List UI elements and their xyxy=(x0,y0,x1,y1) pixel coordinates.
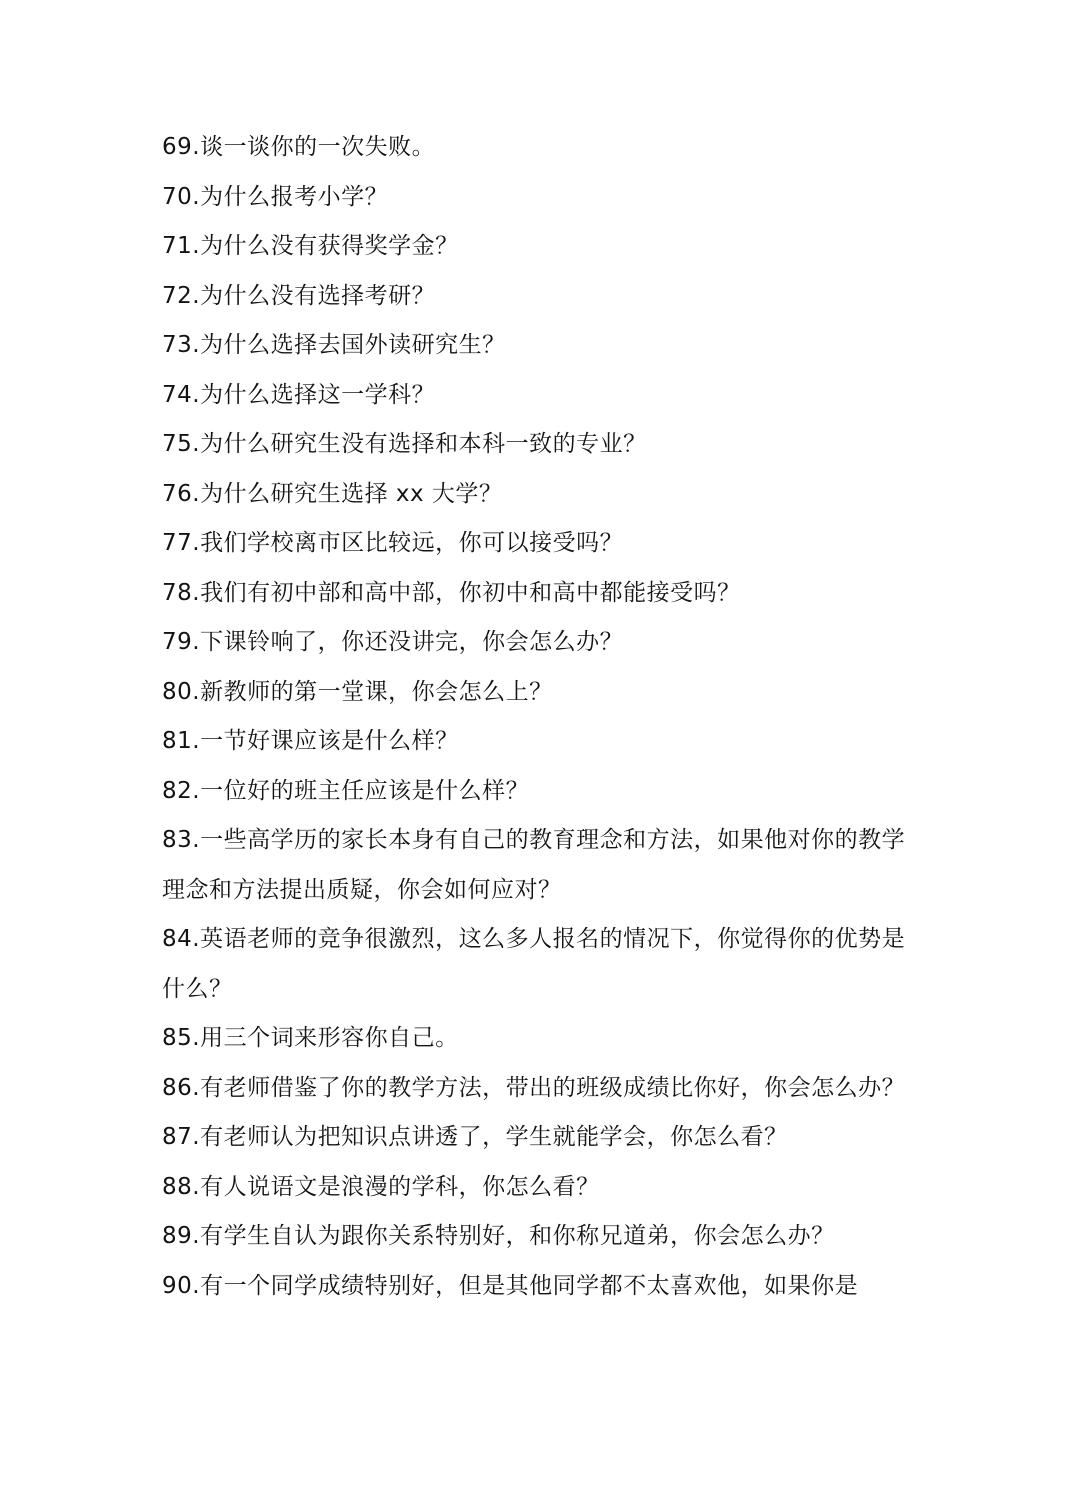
question-number: 70. xyxy=(162,183,201,210)
question-text: 为什么研究生没有选择和本科一致的专业？ xyxy=(200,431,647,457)
question-text: 有学生自认为跟你关系特别好，和你称兄道弟，你会怎么办？ xyxy=(200,1223,835,1249)
question-number: 69. xyxy=(162,134,201,160)
question-number: 81. xyxy=(162,728,201,754)
question-number: 86. xyxy=(162,1074,201,1101)
question-number: 85. xyxy=(162,1025,201,1051)
question-70 xyxy=(162,173,922,223)
question-82 xyxy=(162,767,922,817)
question-83 xyxy=(162,816,922,915)
question-86 xyxy=(162,1064,922,1114)
question-text: 为什么报考小学？ xyxy=(200,183,389,210)
question-number: 78. xyxy=(162,579,201,606)
question-77 xyxy=(162,519,922,569)
question-90 xyxy=(162,1262,922,1312)
question-84 xyxy=(162,915,922,1014)
question-text: 谈一谈你的一次失败。 xyxy=(200,134,436,160)
question-text: 一位好的班主任应该是什么样？ xyxy=(200,777,530,804)
question-89 xyxy=(162,1212,922,1262)
question-number: 76. xyxy=(162,480,201,507)
question-number: 87. xyxy=(162,1124,201,1150)
question-number: 72. xyxy=(162,282,201,309)
question-list xyxy=(162,123,922,1311)
question-85 xyxy=(162,1014,922,1064)
question-number: 71. xyxy=(162,233,201,259)
question-number: 82. xyxy=(162,777,201,804)
question-72 xyxy=(162,272,922,322)
question-number: 79. xyxy=(162,629,201,655)
question-text: 有老师认为把知识点讲透了，学生就能学会，你怎么看？ xyxy=(200,1124,788,1150)
question-number: 84. xyxy=(162,926,201,952)
question-text: 为什么研究生选择 xx 大学？ xyxy=(200,480,503,507)
question-number: 80. xyxy=(162,678,201,705)
question-text: 为什么选择去国外读研究生？ xyxy=(200,332,506,358)
question-78 xyxy=(162,569,922,619)
question-number: 89. xyxy=(162,1223,201,1249)
question-text: 下课铃响了，你还没讲完，你会怎么办？ xyxy=(200,629,624,655)
question-69 xyxy=(162,123,922,173)
question-73 xyxy=(162,321,922,371)
question-number: 74. xyxy=(162,381,201,408)
question-81 xyxy=(162,717,922,767)
question-text: 一节好课应该是什么样？ xyxy=(200,728,459,754)
question-number: 75. xyxy=(162,431,201,457)
question-number: 73. xyxy=(162,332,201,358)
question-text: 有老师借鉴了你的教学方法，带出的班级成绩比你好，你会怎么办？ xyxy=(200,1074,906,1101)
question-text: 为什么没有获得奖学金？ xyxy=(200,233,459,259)
question-text: 为什么没有选择考研？ xyxy=(200,282,436,309)
question-number: 88. xyxy=(162,1173,201,1200)
question-76 xyxy=(162,470,922,520)
question-71 xyxy=(162,222,922,272)
question-text: 英语老师的竞争很激烈，这么多人报名的情况下，你觉得你的优势是什么？ xyxy=(162,926,906,1002)
question-number: 77. xyxy=(162,530,201,556)
question-text: 用三个词来形容你自己。 xyxy=(200,1025,459,1051)
question-number: 90. xyxy=(162,1272,201,1299)
question-80 xyxy=(162,668,922,718)
question-74 xyxy=(162,371,922,421)
question-text: 有一个同学成绩特别好，但是其他同学都不太喜欢他，如果你是 xyxy=(200,1272,859,1299)
question-75 xyxy=(162,420,922,470)
question-79 xyxy=(162,618,922,668)
question-text: 为什么选择这一学科？ xyxy=(200,381,436,408)
question-87 xyxy=(162,1113,922,1163)
question-text: 有人说语文是浪漫的学科，你怎么看？ xyxy=(200,1173,600,1200)
question-text: 我们学校离市区比较远，你可以接受吗？ xyxy=(200,530,624,556)
question-number: 83. xyxy=(162,827,201,853)
question-text: 新教师的第一堂课，你会怎么上？ xyxy=(200,678,553,705)
question-text: 我们有初中部和高中部，你初中和高中都能接受吗？ xyxy=(200,579,741,606)
question-text: 一些高学历的家长本身有自己的教育理念和方法，如果他对你的教学理念和方法提出质疑，你会如何应对？ xyxy=(162,827,906,903)
question-88 xyxy=(162,1163,922,1213)
